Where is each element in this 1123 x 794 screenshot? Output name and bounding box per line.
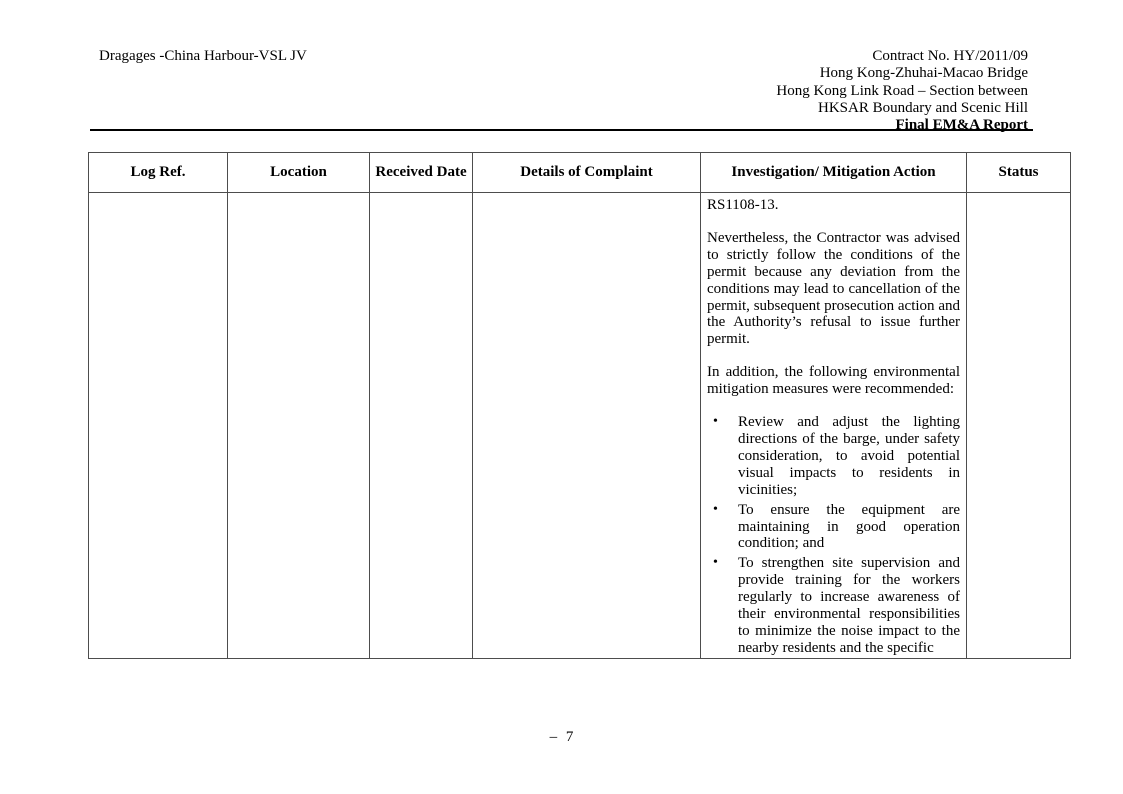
column-header-status: Status: [967, 153, 1071, 193]
complaint-log-table: [88, 152, 1071, 659]
column-header-action: Investigation/ Mitigation Action: [701, 153, 967, 193]
column-header-received-date: Received Date: [370, 153, 473, 193]
contractor-name: Dragages -China Harbour-VSL JV: [99, 48, 307, 64]
action-paragraph: RS1108-13.: [707, 197, 779, 213]
bullet-icon: •: [713, 501, 718, 517]
project-name: Hong Kong-Zhuhai-Macao Bridge: [819, 65, 1028, 82]
contract-number: Contract No. HY/2011/09: [872, 48, 1028, 64]
bullet-icon: •: [713, 414, 718, 430]
bullet-text: To strengthen site supervision and provide training for the workers regularly to increase awareness of their environmental responsibilities to minimize the noise impact to the nearby residents and the specific: [738, 555, 960, 656]
bullet-text: Review and adjust the lighting directions of the barge, under safety consideration, to avoid potential visual impacts to residents in vicinities;: [738, 414, 960, 498]
table-row: [89, 193, 1071, 659]
list-item: [707, 414, 960, 499]
project-section-line1: Hong Kong Link Road – Section between: [776, 82, 1028, 99]
bullet-icon: •: [713, 555, 718, 571]
action-paragraph: Nevertheless, the Contractor was advised to strictly follow the conditions of the permit because any deviation from the conditions may lead to cancellation of the permit, subsequent prosecution action and the Authority’s refusal to issue further permit.: [707, 229, 960, 348]
column-header-location: Location: [228, 153, 370, 193]
cell-location: [228, 193, 370, 659]
list-item: [707, 502, 960, 553]
cell-action: [701, 193, 967, 659]
mitigation-bullet-list: [707, 414, 960, 657]
action-paragraph: In addition, the following environmental mitigation measures were recommended:: [707, 364, 960, 398]
bullet-text: To ensure the equipment are maintaining in good operation condition; and: [738, 501, 960, 552]
action-cell-content: [701, 193, 966, 657]
table-header-row: [89, 153, 1071, 193]
project-section-line2: HKSAR Boundary and Scenic Hill: [818, 99, 1028, 116]
cell-status: [967, 193, 1071, 659]
cell-received-date: [370, 193, 473, 659]
header-divider-rule: [90, 129, 1033, 131]
contract-info-block: [776, 48, 1028, 134]
column-header-details: Details of Complaint: [473, 153, 701, 193]
list-item: [707, 555, 960, 656]
report-title: Final EM&A Report: [895, 117, 1028, 134]
column-header-log-ref: Log Ref.: [89, 153, 228, 193]
cell-log-ref: [89, 193, 228, 659]
cell-details: [473, 193, 701, 659]
page-number: – 7: [549, 729, 574, 745]
